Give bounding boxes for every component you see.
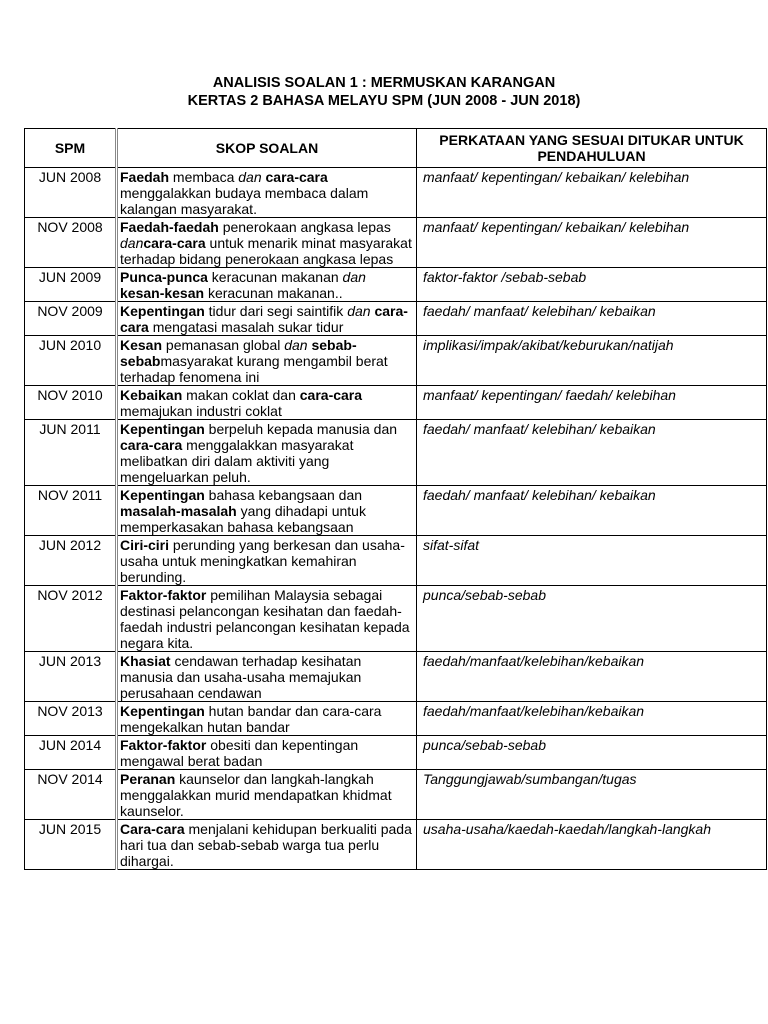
cell-perkataan: manfaat/ kepentingan/ faedah/ kelebihan: [417, 386, 767, 420]
cell-spm: JUN 2010: [25, 336, 117, 386]
skop-text: pemilihan Malaysia sebagai destinasi pelancongan kesihatan dan faedah-faedah industri pelancongan kesihatan kepada negara kita.: [120, 587, 410, 651]
skop-keyword: cara-cara: [120, 437, 183, 453]
cell-perkataan: punca/sebab-sebab: [417, 736, 767, 770]
cell-spm: NOV 2008: [25, 218, 117, 268]
cell-skop-soalan: [117, 586, 417, 652]
skop-keyword: Kepentingan: [120, 487, 205, 503]
document-title: ANALISIS SOALAN 1 : MERMUSKAN KARANGAN: [212, 75, 556, 91]
skop-text: penerokaan angkasa lepas: [218, 219, 391, 235]
skop-text: dan: [347, 303, 371, 319]
cell-spm: JUN 2013: [25, 652, 117, 702]
skop-text: dan: [238, 169, 262, 185]
table-row: [25, 218, 767, 268]
skop-text: menjalani kehidupan berkualiti pada hari tua dan sebab-sebab warga tua perlu dihargai.: [120, 821, 412, 869]
skop-keyword: masalah-masalah: [120, 503, 237, 519]
analysis-table: [24, 128, 767, 870]
skop-text: keracunan makanan..: [204, 285, 343, 301]
skop-keyword: Ciri-ciri: [120, 537, 170, 553]
skop-text: menggalakkan budaya membaca dalam kalangan masyarakat.: [120, 185, 369, 217]
cell-perkataan: manfaat/ kepentingan/ kebaikan/ kelebihan: [417, 218, 767, 268]
skop-text: dan: [120, 235, 144, 251]
table-row: [25, 168, 767, 218]
cell-perkataan: punca/sebab-sebab: [417, 586, 767, 652]
skop-keyword: Cara-cara: [120, 821, 185, 837]
cell-skop-soalan: [117, 386, 417, 420]
table-row: [25, 586, 767, 652]
skop-keyword: Khasiat: [120, 653, 171, 669]
document-subtitle: KERTAS 2 BAHASA MELAYU SPM (JUN 2008 - JUN 2018): [187, 93, 581, 109]
skop-text: obesiti dan kepentingan mengawal berat badan: [120, 737, 359, 769]
skop-keyword: cara-cara: [299, 387, 363, 403]
skop-text: bahasa kebangsaan dan: [204, 487, 363, 503]
cell-spm: NOV 2014: [25, 770, 117, 820]
cell-spm: JUN 2012: [25, 536, 117, 586]
cell-perkataan: faedah/ manfaat/ kelebihan/ kebaikan: [417, 302, 767, 336]
skop-keyword: Kebaikan: [120, 387, 183, 403]
cell-perkataan: usaha-usaha/kaedah-kaedah/langkah-langkah: [417, 820, 767, 870]
table-row: [25, 268, 767, 302]
skop-text: makan coklat dan: [182, 387, 300, 403]
skop-keyword: Punca-punca: [120, 269, 208, 285]
skop-keyword: Kesan: [120, 337, 163, 353]
cell-perkataan: sifat-sifat: [417, 536, 767, 586]
skop-text: dan: [342, 269, 366, 285]
skop-text: menggalakkan masyarakat melibatkan diri dalam aktiviti yang mengeluarkan peluh.: [120, 437, 354, 485]
cell-skop-soalan: [117, 702, 417, 736]
skop-text: hutan bandar dan cara-cara mengekalkan hutan bandar: [120, 703, 382, 735]
cell-spm: NOV 2013: [25, 702, 117, 736]
skop-keyword: Kepentingan: [120, 421, 205, 437]
cell-skop-soalan: [117, 770, 417, 820]
skop-keyword: cara-cara: [143, 235, 206, 251]
cell-spm: NOV 2011: [25, 486, 117, 536]
cell-spm: JUN 2015: [25, 820, 117, 870]
cell-skop-soalan: [117, 168, 417, 218]
cell-skop-soalan: [117, 218, 417, 268]
table-row: [25, 486, 767, 536]
header-spm: SPM: [25, 129, 117, 168]
table-header-row: [25, 129, 767, 168]
cell-spm: NOV 2010: [25, 386, 117, 420]
cell-perkataan: faedah/ manfaat/ kelebihan/ kebaikan: [417, 420, 767, 486]
cell-perkataan: faedah/ manfaat/ kelebihan/ kebaikan: [417, 486, 767, 536]
cell-skop-soalan: [117, 268, 417, 302]
cell-skop-soalan: [117, 486, 417, 536]
cell-skop-soalan: [117, 420, 417, 486]
skop-keyword: cara-cara: [265, 169, 328, 185]
skop-text: kaunselor dan langkah-langkah menggalakkan murid mendapatkan khidmat kaunselor.: [120, 771, 392, 819]
header-perkataan: PERKATAAN YANG SESUAI DITUKAR UNTUK PENDAHULUAN: [417, 129, 767, 168]
table-row: [25, 736, 767, 770]
skop-text: dan: [284, 337, 308, 353]
skop-keyword: Faedah-faedah: [120, 219, 219, 235]
cell-skop-soalan: [117, 652, 417, 702]
skop-keyword: cara-cara: [120, 303, 408, 335]
cell-perkataan: manfaat/ kepentingan/ kebaikan/ kelebihan: [417, 168, 767, 218]
cell-skop-soalan: [117, 302, 417, 336]
skop-text: berpeluh kepada manusia dan: [204, 421, 398, 437]
skop-keyword: Faedah: [120, 169, 170, 185]
skop-text: yang dihadapi untuk memperkasakan bahasa kebangsaan: [120, 503, 366, 535]
skop-text: mengatasi masalah sukar tidur: [148, 319, 344, 335]
cell-skop-soalan: [117, 536, 417, 586]
cell-spm: JUN 2011: [25, 420, 117, 486]
cell-perkataan: faedah/manfaat/kelebihan/kebaikan: [417, 702, 767, 736]
table-row: [25, 820, 767, 870]
skop-text: untuk menarik minat masyarakat terhadap bidang penerokaan angkasa lepas: [120, 235, 412, 267]
skop-text: perunding yang berkesan dan usaha-usaha untuk meningkatkan kemahiran berunding.: [120, 537, 405, 585]
header-skop-soalan: SKOP SOALAN: [117, 129, 417, 168]
cell-spm: JUN 2009: [25, 268, 117, 302]
cell-skop-soalan: [117, 336, 417, 386]
skop-text: memajukan industri coklat: [120, 403, 282, 419]
skop-keyword: Kepentingan: [120, 303, 205, 319]
skop-keyword: Kepentingan: [120, 703, 205, 719]
skop-keyword: Faktor-faktor: [120, 587, 207, 603]
skop-text: cendawan terhadap kesihatan manusia dan usaha-usaha memajukan perusahaan cendawan: [120, 653, 362, 701]
table-row: [25, 652, 767, 702]
cell-spm: NOV 2009: [25, 302, 117, 336]
skop-keyword: sebab-sebab: [120, 337, 357, 369]
cell-perkataan: Tanggungjawab/sumbangan/tugas: [417, 770, 767, 820]
skop-text: tidur dari segi saintifik: [204, 303, 348, 319]
cell-perkataan: faktor-faktor /sebab-sebab: [417, 268, 767, 302]
skop-text: pemanasan global: [162, 337, 285, 353]
cell-spm: NOV 2012: [25, 586, 117, 652]
cell-skop-soalan: [117, 736, 417, 770]
table-row: [25, 536, 767, 586]
table-row: [25, 702, 767, 736]
cell-spm: JUN 2008: [25, 168, 117, 218]
skop-text: keracunan makanan: [207, 269, 343, 285]
skop-keyword: Faktor-faktor: [120, 737, 207, 753]
table-row: [25, 386, 767, 420]
cell-spm: JUN 2014: [25, 736, 117, 770]
cell-perkataan: implikasi/impak/akibat/keburukan/natijah: [417, 336, 767, 386]
skop-text: masyarakat kurang mengambil berat terhadap fenomena ini: [120, 353, 388, 385]
cell-skop-soalan: [117, 820, 417, 870]
skop-keyword: Peranan: [120, 771, 176, 787]
skop-keyword: kesan-kesan: [120, 285, 205, 301]
table-row: [25, 770, 767, 820]
cell-perkataan: faedah/manfaat/kelebihan/kebaikan: [417, 652, 767, 702]
table-row: [25, 420, 767, 486]
table-row: [25, 302, 767, 336]
skop-text: membaca: [169, 169, 239, 185]
table-row: [25, 336, 767, 386]
